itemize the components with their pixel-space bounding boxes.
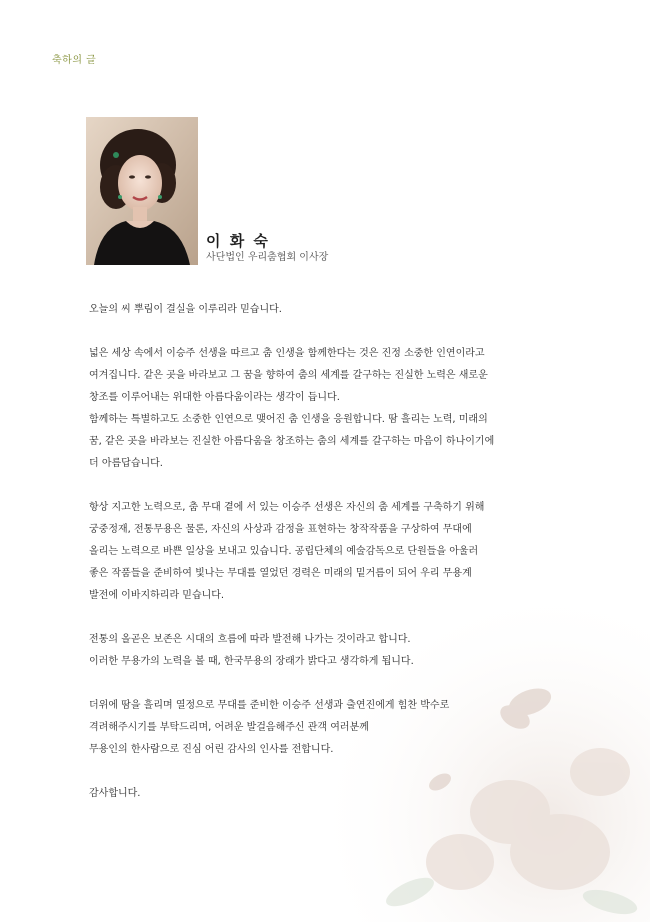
text-line: 함께하는 특별하고도 소중한 인연으로 맺어진 춤 인생을 응원합니다. 땀 흘리는 노력, 미래의: [89, 414, 488, 425]
text-line: 전통의 올곧은 보존은 시대의 흐름에 따라 발전해 나가는 것이라고 합니다.: [89, 634, 411, 645]
text-line: 발전에 이바지하리라 믿습니다.: [89, 590, 225, 601]
text-line: 꿈, 같은 곳을 바라보는 진실한 아름다움을 창조하는 춤의 세계를 갈구하는 마음이 하나이기에: [89, 436, 495, 447]
letter-body: [89, 299, 529, 827]
text-line: 창조를 이루어내는 위대한 아름다움이라는 생각이 듭니다.: [89, 392, 340, 403]
text-line: 격려해주시기를 부탁드리며, 어려운 발걸음해주신 관객 여러분께: [89, 722, 369, 733]
text-line: 넓은 세상 속에서 이승주 선생을 따르고 춤 인생을 함께한다는 것은 진정 소중한 인연이라고: [89, 348, 485, 359]
text-line: 감사합니다.: [89, 788, 141, 799]
text-line: 여겨집니다. 같은 곳을 바라보고 그 꿈을 향하여 춤의 세계를 갈구하는 진실한 노력은 새로운: [89, 370, 488, 381]
paragraph: [89, 783, 529, 805]
author-block: [206, 232, 328, 265]
paragraph: [89, 497, 529, 607]
text-line: 더위에 땀을 흘리며 열정으로 무대를 준비한 이승주 선생과 출연진에게 힘찬 박수로: [89, 700, 450, 711]
author-title: 사단법인 우리춤협회 이사장: [206, 252, 329, 263]
text-line: 올리는 노력으로 바쁜 일상을 보내고 있습니다. 공립단체의 예술감독으로 단원들을 아울러: [89, 546, 479, 557]
text-line: 항상 지고한 노력으로, 춤 무대 곁에 서 있는 이승주 선생은 자신의 춤 세계를 구축하기 위해: [89, 502, 485, 513]
paragraph: [89, 299, 529, 321]
text-line: 궁중정재, 전통무용은 물론, 자신의 사상과 감정을 표현하는 창작작품을 구상하여 무대에: [89, 524, 472, 535]
section-label: 축하의 글: [52, 55, 97, 66]
author-portrait: [86, 117, 198, 265]
text-line: 이러한 무용가의 노력을 볼 때, 한국무용의 장래가 밝다고 생각하게 됩니다.: [89, 656, 414, 667]
paragraph: [89, 343, 529, 475]
text-line: 오늘의 씨 뿌림이 결실을 이루리라 믿습니다.: [89, 304, 282, 315]
text-line: 무용인의 한사람으로 진심 어린 감사의 인사를 전합니다.: [89, 744, 334, 755]
text-line: 더 아름답습니다.: [89, 458, 163, 469]
text-line: 좋은 작품들을 준비하여 빛나는 무대를 열었던 경력은 미래의 밑거름이 되어 우리 무용계: [89, 568, 472, 579]
paragraph: [89, 629, 529, 673]
author-name: 이 화 숙: [206, 232, 270, 250]
paragraph: [89, 695, 529, 761]
